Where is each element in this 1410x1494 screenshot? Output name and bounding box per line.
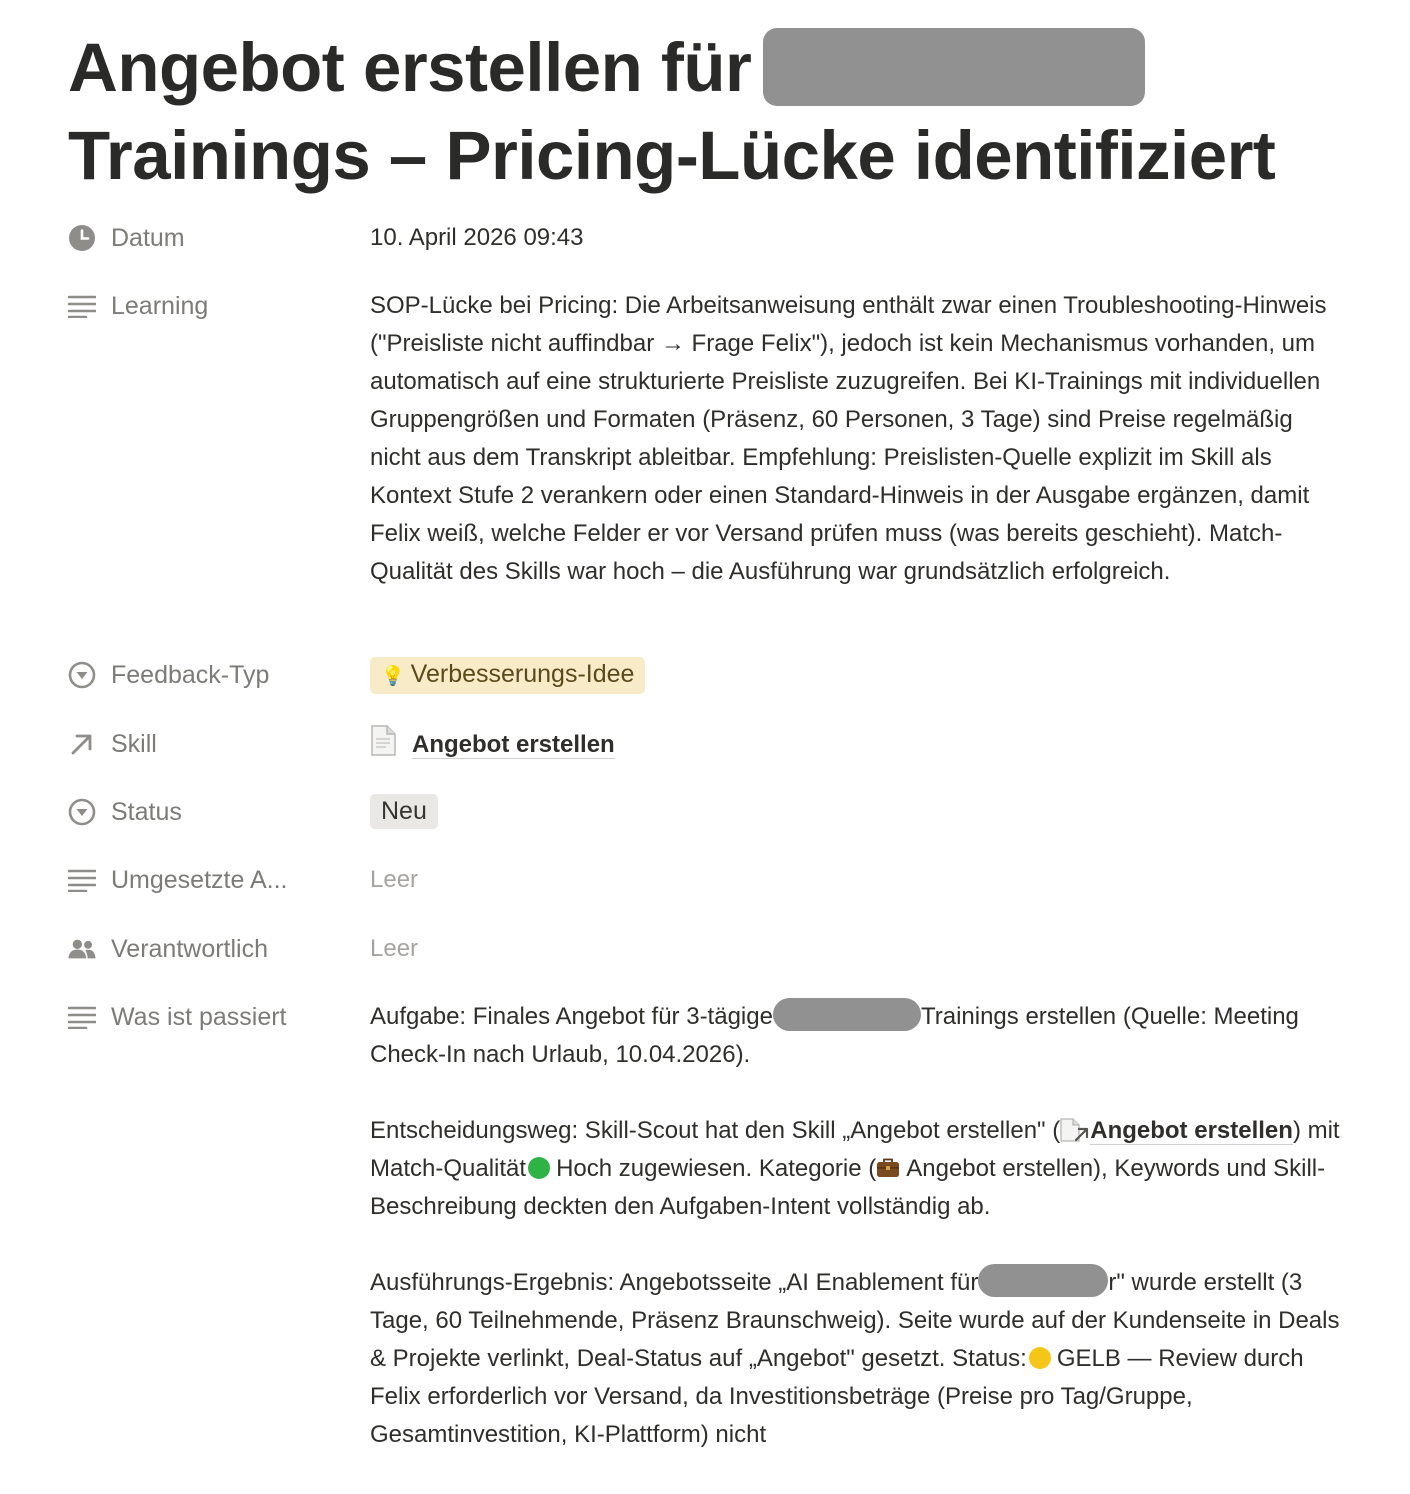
property-verantwortlich [68, 923, 1348, 991]
page-title-line-2: Trainings – Pricing-Lücke identifiziert [68, 116, 1276, 194]
paragraph-entscheidungsweg: Entscheidungsweg: Skill-Scout hat den Skill „Angebot erstellen" ( Angebot erstellen) mit Match-Qualität Hoch zugewiesen. Kategorie ( Angebot erstellen), Keywords und Skill-Beschreibung deckten den Aufgaben-Intent vollständig ab. [370, 1117, 1340, 1220]
paragraph-aufgabe: Aufgabe: Finales Angebot für 3-tägige Trainings erstellen (Quelle: Meeting Check-In nach Urlaub, 10.04.2026). [370, 998, 1348, 1074]
select-icon [68, 661, 96, 689]
text-lines-icon [68, 292, 96, 320]
skill-link[interactable]: Angebot erstellen [412, 731, 615, 758]
property-datum [68, 212, 1348, 280]
property-label-umgesetzte[interactable]: Umgesetzte A... [68, 854, 370, 906]
clock-icon [68, 224, 96, 252]
property-label-verantwortlich[interactable]: Verantwortlich [68, 923, 370, 975]
learning-text: SOP-Lücke bei Pricing: Die Arbeitsanweisung enthält zwar einen Troubleshooting-Hinweis ("Preisliste nicht auffindbar → Frage Felix"), jedoch ist kein Mechanismus vorhanden, um automatisch auf eine strukturierte Preisliste zuzugreifen. Bei KI-Trainings mit individuellen Gruppengrößen und Formaten (Präsenz, 60 Personen, 3 Tage) sind Preise regelmäßig nicht aus dem Transkript ableitbar. Empfehlung: Preislisten-Quelle explizit im Skill als Kontext Stufe 2 verankern oder einen Standard-Hinweis in der Ausgabe ergänzen, damit Felix weiß, welche Felder er vor Versand prüfen muss (was bereits geschieht). Match-Qualität des Skills war hoch – die Ausführung war grundsätzlich erfolgreich. [370, 292, 1327, 585]
people-icon [68, 935, 96, 963]
page [68, 0, 1348, 1448]
property-was-ist-passiert [68, 991, 1348, 1454]
property-label-status[interactable]: Status [68, 786, 370, 838]
briefcase-icon [876, 1152, 900, 1172]
property-value-was-ist-passiert[interactable] [370, 991, 1348, 1454]
green-circle-icon [528, 1157, 550, 1179]
property-status [68, 786, 1348, 854]
property-value-feedback-typ[interactable] [370, 649, 1348, 701]
select-icon [68, 798, 96, 826]
properties-list [68, 212, 1348, 1454]
property-value-skill[interactable] [370, 718, 1348, 770]
property-value-verantwortlich[interactable]: Leer [370, 935, 419, 962]
document-icon [370, 725, 396, 756]
property-value-status[interactable] [370, 786, 1348, 838]
property-label-was-ist-passiert[interactable]: Was ist passiert [68, 991, 370, 1043]
property-umgesetzte [68, 854, 1348, 923]
property-value-umgesetzte[interactable]: Leer [370, 866, 419, 893]
paragraph-ausfuehrung: Ausführungs-Ergebnis: Angebotsseite „AI Enablement für r" wurde erstellt (3 Tage, 60 Teilnehmende, Präsenz Braunschweig). Seite wurde auf der Kundenseite in Deals & Projekte verlinkt, Deal-Status auf „Angebot" gesetzt. Status: GELB — Review durch Felix erforderlich vor Versand, da Investitionsbeträge (Preise pro Tag/Gruppe, Gesamtinvestition, KI-Plattform) nicht [370, 1264, 1348, 1454]
redacted-block [978, 1264, 1108, 1297]
redacted-block [773, 998, 921, 1031]
status-badge[interactable]: Neu [370, 794, 438, 829]
relation-arrow-icon [68, 730, 96, 758]
page-title[interactable] [68, 0, 1348, 199]
page-title-line-1: Angebot erstellen für [68, 24, 1348, 112]
document-link-icon [1060, 1116, 1080, 1140]
property-value-datum[interactable]: 10. April 2026 09:43 [370, 224, 584, 251]
text-lines-icon [68, 866, 96, 894]
skill-mention-link[interactable]: Angebot erstellen [1090, 1117, 1293, 1144]
yellow-circle-icon [1029, 1347, 1051, 1369]
property-learning [68, 280, 1348, 649]
text-lines-icon [68, 1003, 96, 1031]
property-label-learning[interactable]: Learning [68, 280, 370, 332]
feedback-typ-tag[interactable]: 💡 Verbesserungs-Idee [370, 657, 645, 694]
lightbulb-icon: 💡 [381, 666, 405, 687]
property-label-feedback-typ[interactable]: Feedback-Typ [68, 649, 370, 701]
property-feedback-typ [68, 649, 1348, 718]
redacted-block [763, 28, 1145, 106]
property-value-learning[interactable] [370, 280, 1348, 591]
property-label-datum[interactable]: Datum [68, 212, 370, 264]
property-skill [68, 718, 1348, 786]
property-label-skill[interactable]: Skill [68, 718, 370, 770]
